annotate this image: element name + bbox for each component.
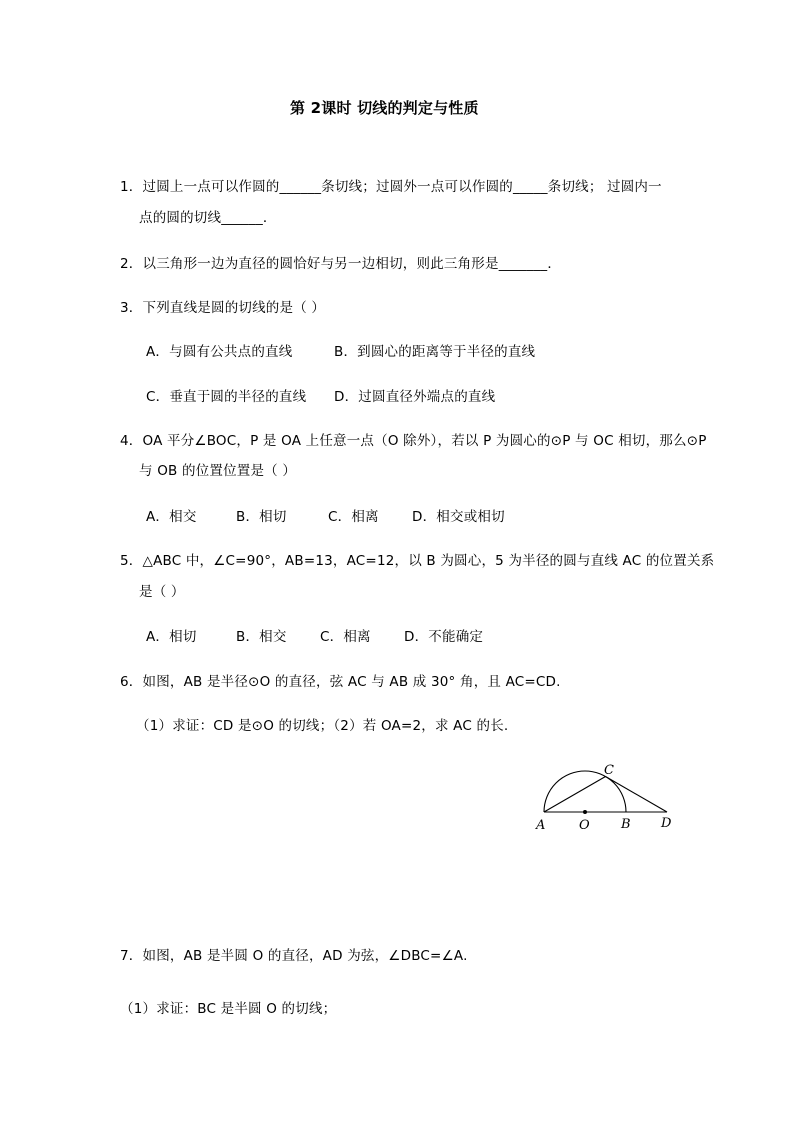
q4-option-c: C．相离	[328, 509, 379, 525]
q5-option-d: D．不能确定	[404, 629, 484, 645]
label-b: B	[621, 817, 631, 832]
q3-option-b: B．到圆心的距离等于半径的直线	[334, 344, 536, 360]
q3-option-d: D．过圆直径外端点的直线	[334, 389, 496, 405]
page-title: 第 2课时 切线的判定与性质	[290, 99, 479, 117]
q4-line2: 与 OB 的位置位置是（ ）	[139, 463, 297, 479]
q5-option-a: A．相切	[146, 629, 197, 645]
q6-figure	[530, 760, 680, 835]
q5-option-b: B．相交	[236, 629, 287, 645]
center-point-o	[583, 810, 587, 814]
label-o: O	[579, 818, 590, 833]
q5-option-c: C．相离	[320, 629, 371, 645]
q6-line2: （1）求证：CD 是⊙O 的切线；（2）若 OA=2，求 AC 的长.	[136, 718, 509, 734]
q3-option-a: A．与圆有公共点的直线	[146, 344, 293, 360]
q4-option-d: D．相交或相切	[412, 509, 505, 525]
q4-line1: 4．OA 平分∠BOC，P 是 OA 上任意一点（O 除外），若以 P 为圆心的⊙P 与 OC 相切，那么⊙P	[120, 433, 707, 449]
label-c: C	[604, 763, 614, 778]
q3-option-c: C．垂直于圆的半径的直线	[146, 389, 307, 405]
chord-ac	[544, 777, 606, 813]
q7-line2: （1）求证：BC 是半圆 O 的切线；	[120, 1001, 337, 1017]
q3-stem: 3．下列直线是圆的切线的是（ ）	[120, 300, 326, 316]
q2-text: 2．以三角形一边为直径的圆恰好与另一边相切，则此三角形是_______．	[120, 256, 562, 272]
q1-line2: 点的圆的切线______．	[139, 210, 277, 226]
q4-option-b: B．相切	[236, 509, 287, 525]
tangent-cd	[606, 777, 668, 813]
q5-line2: 是（ ）	[139, 584, 185, 600]
q4-option-a: A．相交	[146, 509, 197, 525]
q6-line1: 6．如图，AB 是半径⊙O 的直径，弦 AC 与 AB 成 30° 角，且 AC=CD.	[120, 674, 561, 690]
q7-line1: 7．如图，AB 是半圆 O 的直径，AD 为弦，∠DBC=∠A.	[120, 948, 468, 964]
q5-line1: 5．△ABC 中，∠C=90°，AB=13，AC=12，以 B 为圆心，5 为半径的圆与直线 AC 的位置关系	[120, 553, 715, 569]
label-a: A	[536, 818, 546, 833]
label-d: D	[661, 816, 672, 831]
q1-line1: 1．过圆上一点可以作圆的______条切线；过圆外一点可以作圆的_____条切线； 过圆内一	[120, 179, 662, 195]
